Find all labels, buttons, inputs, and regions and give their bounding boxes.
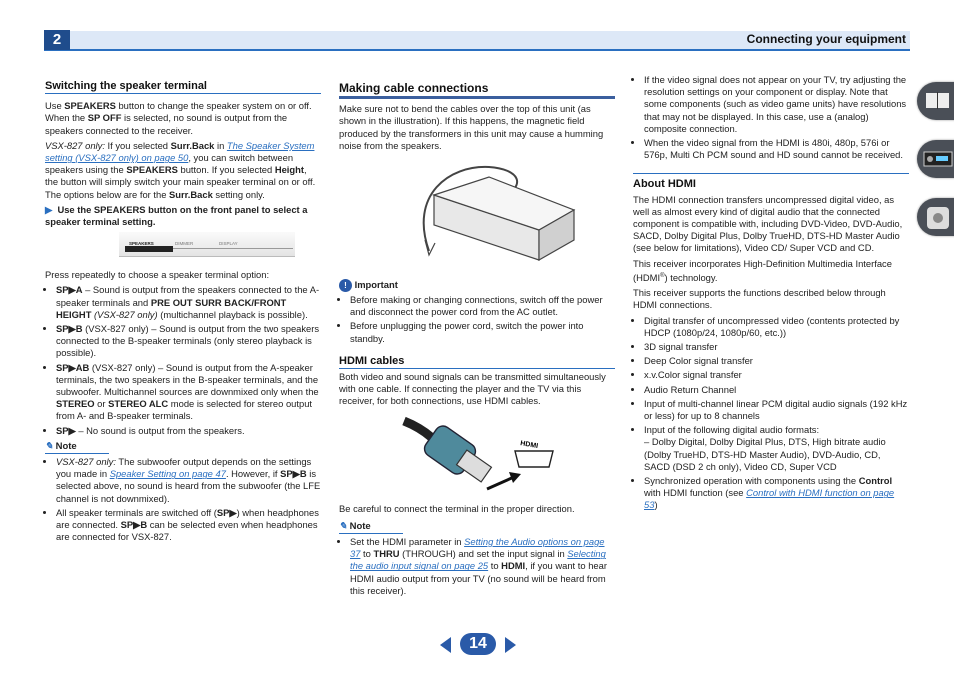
important-heading: ! Important <box>339 279 615 292</box>
panel-label-display: DISPLAY <box>219 241 238 247</box>
paragraph-hdmi-technology: This receiver incorporates High-Definition Multimedia Interface (HDMI®) technology. <box>633 257 892 283</box>
section-title-cable: Making cable connections <box>339 82 615 99</box>
list-item: • SP▶AB (VSX-827 only) – Sound is output from the A-speaker terminals, the two speakers in the B-speaker terminals, and the subwoofer. Multichannel sources are downmixed only when the STEREO or STEREO ALC mode is selected for stereo output from A- and B-speaker terminals. <box>56 362 321 423</box>
hdmi-plug-illustration <box>339 411 615 499</box>
page-number: 14 <box>460 633 496 655</box>
list-item: • Set the HDMI parameter in Setting the Audio options on page 37 to THRU (THROUGH) and set the input signal in Selecting the audio input signal on page 25 to HDMI, if you want to hear HDMI audio output from your TV (no sound will be heard from this receiver). <box>350 536 615 597</box>
link-audio-input-signal[interactable]: Selecting the audio input signal on page 25 <box>350 548 606 572</box>
column-speaker-terminal <box>45 80 321 548</box>
list-item: • Deep Color signal transfer <box>644 355 909 367</box>
chapter-number: 2 <box>44 30 70 50</box>
note-heading: ✎ Note <box>339 521 403 534</box>
link-control-with-hdmi[interactable]: Control with HDMI function on page 53 <box>644 487 895 511</box>
list-item: • If the video signal does not appear on your TV, try adjusting the resolution settings on your component or display. Note that some components (such as video game units) have resolutions that may not be displayed. In this case, use a (analog) composite connection. <box>644 74 909 135</box>
front-panel-illustration <box>119 232 295 257</box>
important-icon: ! <box>339 279 352 292</box>
paragraph-press: Press repeatedly to choose a speaker terminal option: <box>45 269 270 281</box>
list-item: • Before making or changing connections, switch off the power and disconnect the power cord from the AC outlet. <box>350 294 615 318</box>
chapter-title: Connecting your equipment <box>746 32 906 46</box>
list-item: • SP▶B (VSX-827 only) – Sound is output from the two speakers connected to the B-speaker terminals (only stereo playback is possible). <box>56 323 321 360</box>
speakers-button-highlight <box>125 246 173 252</box>
step-instruction: ▶ Use the SPEAKERS button on the front panel to select a speaker terminal setting. <box>45 203 308 228</box>
insert-arrow-icon <box>487 477 514 489</box>
previous-page-icon[interactable] <box>440 637 451 653</box>
header-rule <box>44 49 910 51</box>
hdmi-notes-list <box>633 74 909 161</box>
list-item: • All speaker terminals are switched off (SP▶) when headphones are connected. SP▶B can be selected even when headphones are connected for VSX-827. <box>56 507 321 544</box>
remote-control-icon[interactable] <box>917 198 954 236</box>
speaker-option-list <box>45 284 321 436</box>
panel-label-speakers: SPEAKERS <box>129 241 154 247</box>
paragraph-about-hdmi: The HDMI connection transfers uncompressed digital video, as well as almost every kind of digital audio that the connected component is compatible with, including DVD-Video, DVD-Audio, SACD, Dolby Digital Plus, Dolby TrueHD, DTS-HD Master Audio (see below for limitations), Video CD/ Super VCD and CD. <box>633 193 903 254</box>
paragraph-hdmi-functions: This receiver supports the functions described below through HDMI connections. <box>633 287 886 311</box>
paragraph-hdmi-cables: Both video and sound signals can be transmitted simultaneously with one cable. If connecting the player and the TV via this receiver, for both connections, use HDMI cables. <box>339 371 606 407</box>
hdmi-port-label: HDMI <box>519 439 539 450</box>
note-list <box>339 536 615 597</box>
list-item: • Input of multi-channel linear PCM digital audio signals (192 kHz or less) for up to 8 channels <box>644 398 909 422</box>
list-item: • Digital transfer of uncompressed video (contents protected by HDCP (1080p/24, 1080p/60, etc.)) <box>644 315 909 339</box>
important-list <box>339 294 615 345</box>
paragraph-vsx827: VSX-827 only: If you selected Surr.Back in The Speaker System setting (VSX-827 only) on page 50, you can switch between speakers using the SPEAKERS button. If you selected Height, the button will simply switch your main speaker terminal on or off. The options below are for the Surr.Back setting only. <box>45 139 316 200</box>
paragraph-speakers-intro: Use SPEAKERS button to change the speaker system on or off. When the SP OFF is selected, no sound is output from the speakers connected to the receiver. <box>45 100 312 136</box>
receiver-cable-illustration <box>339 155 615 273</box>
note-list <box>45 456 321 543</box>
link-speaker-setting[interactable]: Speaker Setting on page 47 <box>109 468 226 480</box>
list-item: • When the video signal from the HDMI is 480i, 480p, 576i or 576p, Multi Ch PCM sound and HD sound cannot be received. <box>644 137 909 161</box>
panel-label-dimmer: DIMMER <box>175 241 194 247</box>
pencil-icon: ✎ <box>45 440 53 452</box>
paragraph-cable-warning: Make sure not to bend the cables over the top of this unit (as shown in the illustration). If this happens, the magnetic field produced by the transformers in this unit may cause a humming noise from the speakers. <box>339 103 604 151</box>
list-item: • Input of the following digital audio formats: – Dolby Digital, Dolby Digital Plus, DTS, High bitrate audio (Dolby TrueHD, DTS-HD Master Audio), DVD-Audio, CD, SACD (DSD 2 ch only), Video CD, Super VCD <box>644 424 909 473</box>
link-speaker-system-setting[interactable]: The Speaker System setting (VSX-827 only) on page 50 <box>45 139 315 164</box>
list-item: • SP▶ – No sound is output from the speakers. <box>56 425 321 437</box>
link-audio-options[interactable]: Setting the Audio options on page 37 <box>350 536 605 560</box>
section-title-hdmi-cables: HDMI cables <box>339 355 615 369</box>
list-item: • SP▶A – Sound is output from the speakers connected to the A-speaker terminals and PRE OUT SURR BACK/FRONT HEIGHT (VSX-827 only) (multichannel playback is possible). <box>56 284 321 321</box>
section-title-about-hdmi: About HDMI <box>633 173 909 191</box>
list-item: • 3D signal transfer <box>644 341 909 353</box>
column-cable-connections <box>339 82 615 601</box>
pencil-icon: ✎ <box>339 520 347 532</box>
list-item: • Before unplugging the power cord, switch the power into standby. <box>350 320 615 344</box>
list-item: • VSX-827 only: The subwoofer output depends on the settings you made in Speaker Setting on page 47. However, if SP▶B is selected above, no sound is heard from the subwoofer (the LFE channel is not downmixed). <box>56 456 321 505</box>
note-heading: ✎ Note <box>45 441 109 454</box>
manual-book-icon[interactable] <box>917 82 954 120</box>
list-item: • Audio Return Channel <box>644 384 909 396</box>
step-arrow-icon: ▶ <box>45 203 53 215</box>
receiver-panel-icon[interactable] <box>917 140 954 178</box>
panel-line <box>173 248 293 249</box>
hdmi-port <box>515 451 553 467</box>
hdmi-feature-list <box>633 315 909 512</box>
next-page-icon[interactable] <box>505 637 516 653</box>
hdmi-cable <box>404 421 431 437</box>
column-about-hdmi <box>633 74 909 516</box>
list-item: • x.v.Color signal transfer <box>644 369 909 381</box>
paragraph-careful: Be careful to connect the terminal in the proper direction. <box>339 502 575 514</box>
section-title-switching: Switching the speaker terminal <box>45 80 321 94</box>
list-item: • Synchronized operation with components using the Control with HDMI function (see Control with HDMI function on page 53) <box>644 475 909 512</box>
